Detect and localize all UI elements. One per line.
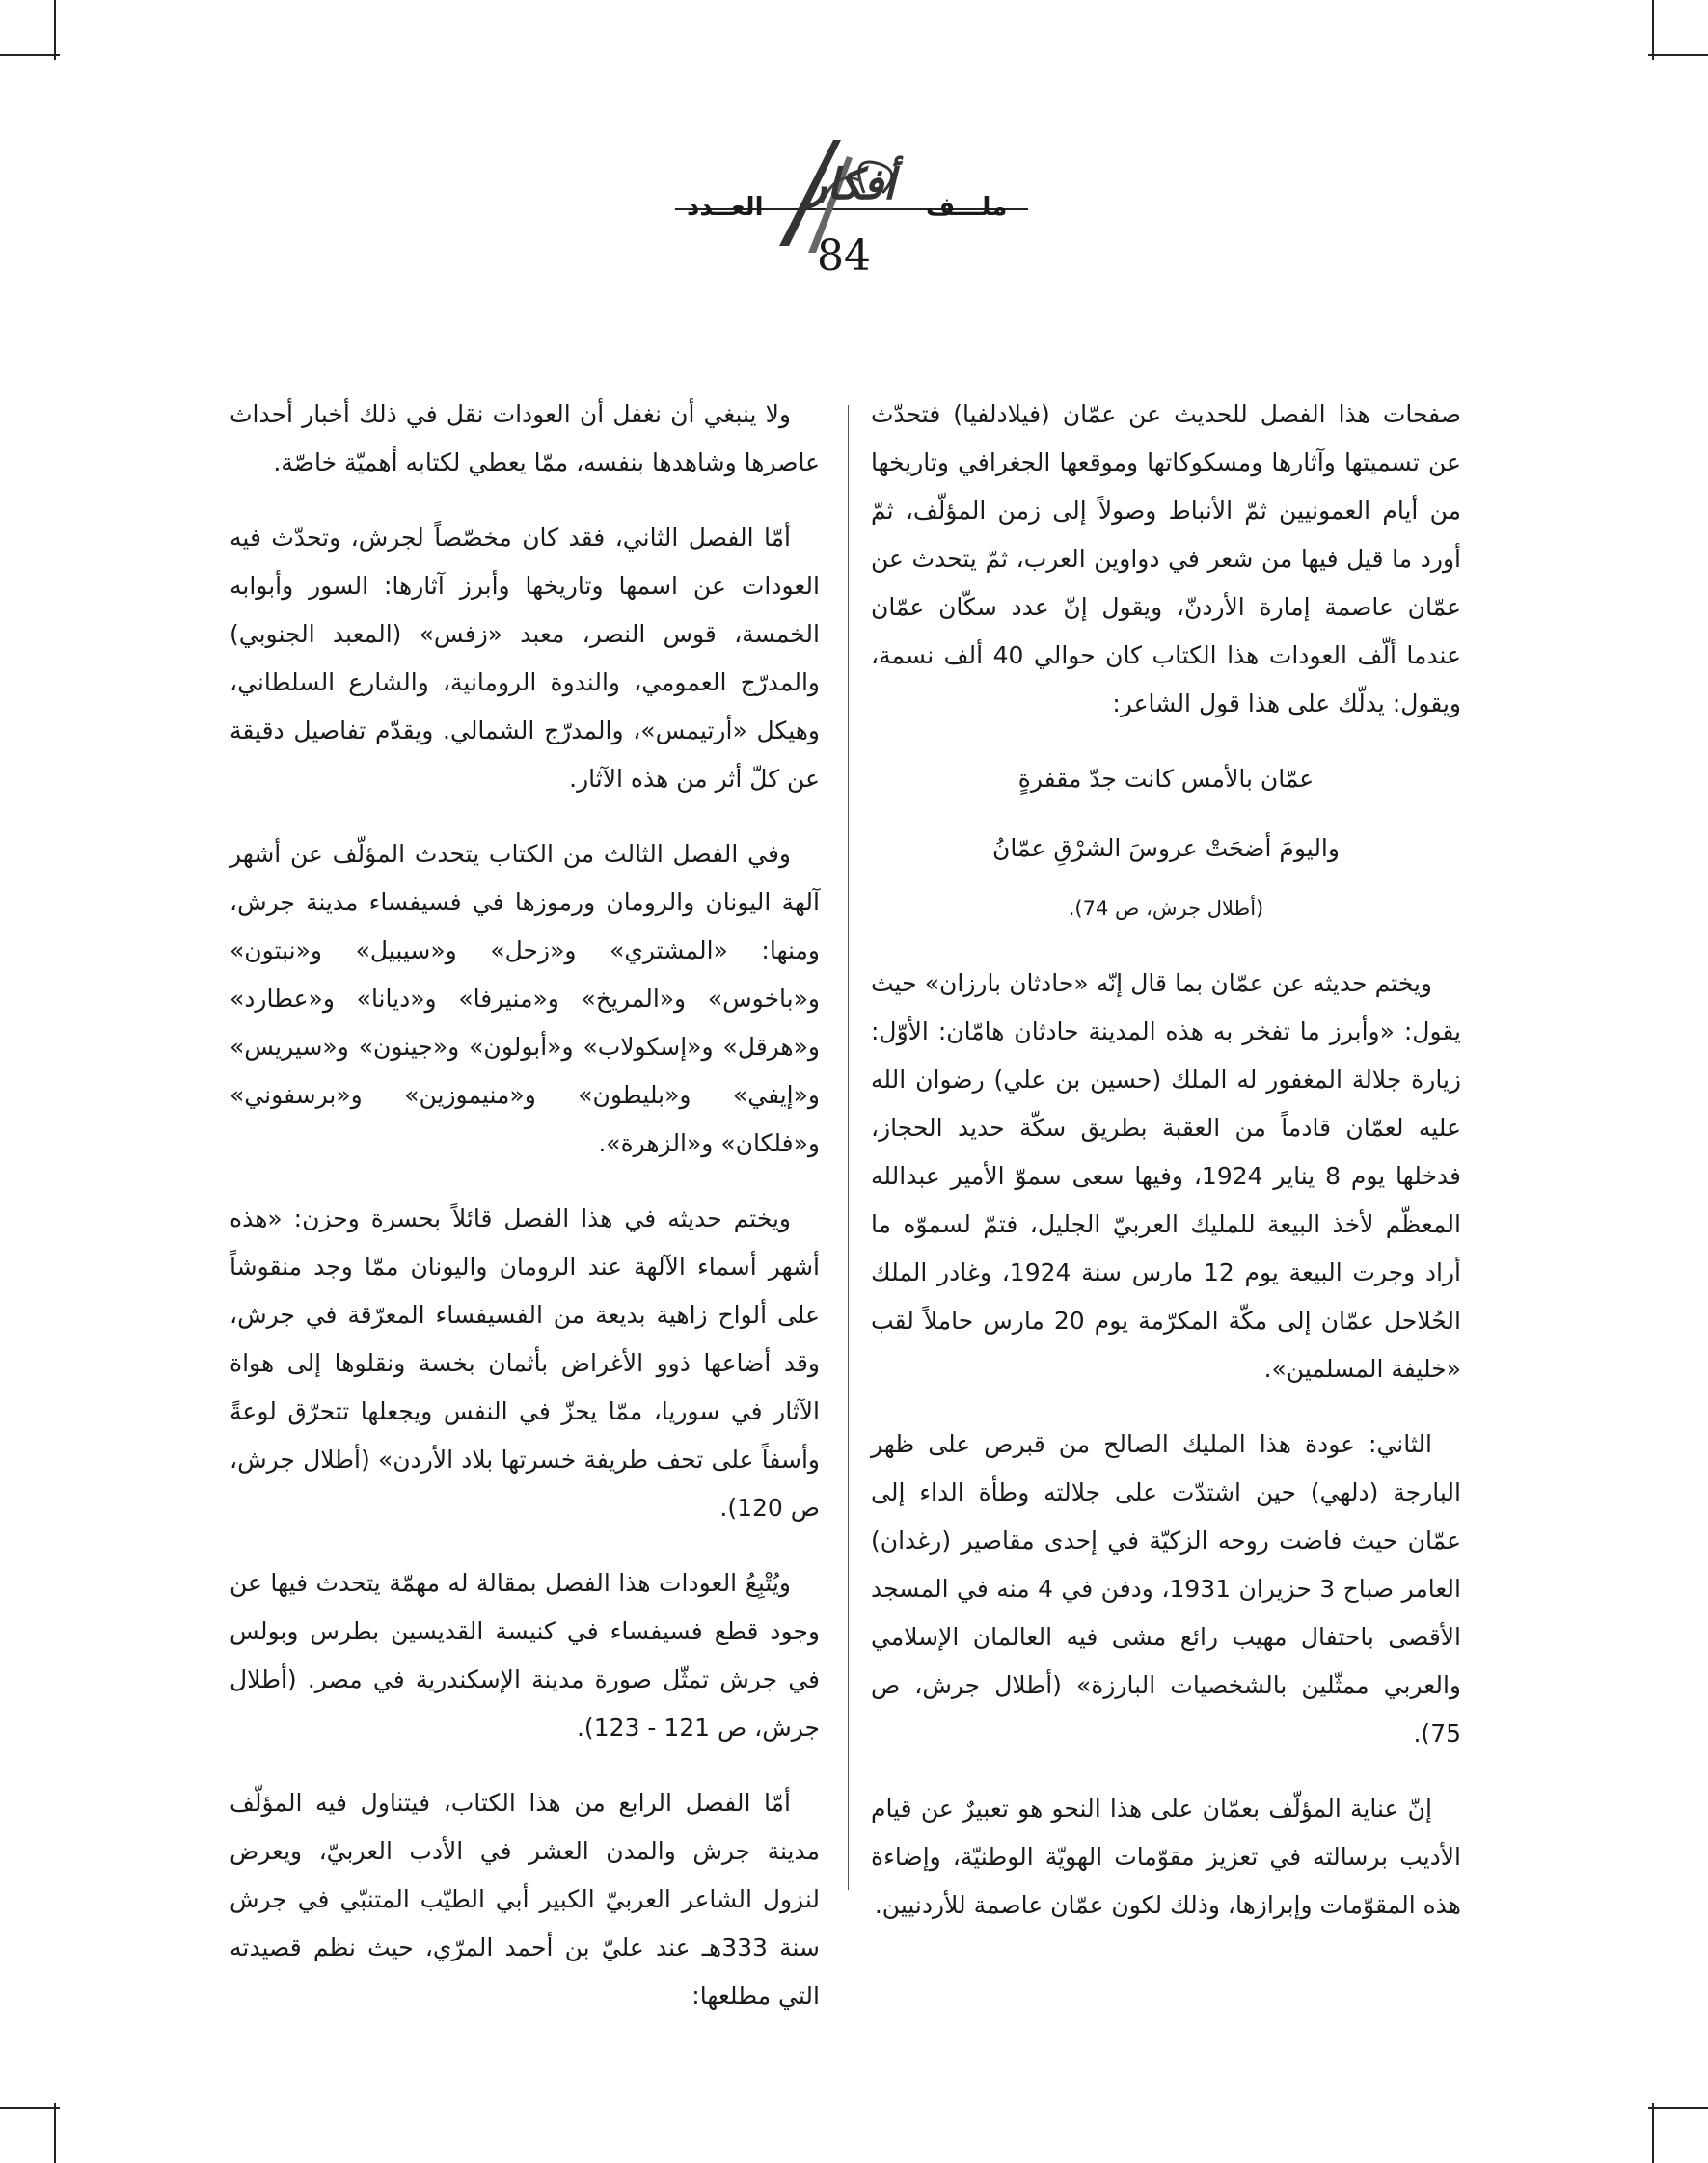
citation: (أطلال جرش، ص 74). (1068, 897, 1264, 920)
page-header (0, 0, 1708, 289)
poem-verse-2: واليومَ أضحَتْ عروسَ الشرْقِ عمّانُ (992, 834, 1340, 862)
crop-mark-bottom-left (54, 2103, 56, 2163)
paragraph: ويختم حديثه في هذا الفصل قائلاً بحسرة وحزن: «هذه أشهر أسماء الآلهة عند الرومان واليونان ممّا وجد منقوشاً على ألواح زاهية بديعة من الفسيفساء المعرّقة في جرش، وقد أضاعها ذوو الأغراض بأثمان بخسة ونقلوها إلى هواة الآثار في سوريا، ممّا يحزّ في النفس ويجعلها تتحرّق لوعةً وأسفاً على تحف طريفة خسرتها بلاد الأردن» (أطلال جرش، ص 120). (230, 1204, 820, 1522)
paragraph: إنّ عناية المؤلّف بعمّان على هذا النحو هو تعبيرٌ عن قيام الأديب برسالته في تعزيز مقوّمات الهويّة الوطنيّة، وإضاءة هذه المقوّمات وإبرازها، وذلك لكون عمّان عاصمة للأردنيين. (871, 1795, 1461, 1919)
paragraph: صفحات هذا الفصل للحديث عن عمّان (فيلادلفيا) فتحدّث عن تسميتها وآثارها ومسكوكاتها وموقعها الجغرافي وتاريخها من أيام العمونيين ثمّ الأنباط وصولاً إلى زمن المؤلّف، ثمّ أورد ما قيل فيها من شعر في دواوين العرب، ثمّ يتحدث عن عمّان عاصمة إمارة الأردنّ، ويقول إنّ عدد سكّان عمّان عندما ألّف العودات هذا الكتاب كان حوالي 40 ألف نسمة، ويقول: يدلّك على هذا قول الشاعر: (871, 400, 1461, 717)
crop-mark-bottom-right-h (1648, 2107, 1708, 2109)
paragraph: أمّا الفصل الرابع من هذا الكتاب، فيتناول فيه المؤلّف مدينة جرش والمدن العشر في الأدب العربيّ، ويعرض لنزول الشاعر العربيّ الكبير أبي الطيّب المتنبّي في جرش سنة 333هـ عند عليّ بن أحمد المرّي، حيث نظم قصيدته التي مطلعها: (230, 1789, 821, 2010)
crop-mark-bottom-left-h (0, 2107, 60, 2109)
column-divider (848, 405, 849, 1890)
left-text-column (230, 391, 820, 2047)
crop-mark-bottom-right (1652, 2103, 1654, 2163)
header-issue-label: العــدد (687, 193, 764, 222)
poem-verse-1: عمّان بالأمس كانت جدّ مقفرةٍ (1017, 765, 1315, 793)
right-text-column (871, 391, 1461, 1957)
paragraph: وفي الفصل الثالث من الكتاب يتحدث المؤلّف عن أشهر آلهة اليونان والرومان ورموزها في فسيفساء مدينة جرش، ومنها: «المشتري» و«زحل» و«سيبيل» و«نبتون» و«باخوس» و«المريخ» و«منيرفا» و«ديانا» و«عطارد» و«هرقل» و«إسكولاب» و«أبولون» و«جينون» و«سيريس» و«إيفي» و«بليطون» و«منيموزين» و«برسفوني» و«فلكان» و«الزهرة». (230, 840, 820, 1157)
paragraph: ويُتْبِعُ العودات هذا الفصل بمقالة له مهمّة يتحدث فيها عن وجود قطع فسيفساء في كنيسة القديسين بطرس وبولس في جرش تمثّل صورة مدينة الإسكندرية في مصر. (أطلال جرش، ص 121 - 123). (230, 1569, 820, 1742)
paragraph: ويختم حديثه عن عمّان بما قال إنّه «حادثان بارزان» حيث يقول: «وأبرز ما تفخر به هذه المدينة حادثان هامّان: الأوّل: زيارة جلالة المغفور له الملك (حسين بن علي) رضوان الله عليه لعمّان قادماً من العقبة بطريق سكّة حديد الحجاز، فدخلها يوم 8 يناير 1924، وفيها سعى سموّ الأمير عبدالله المعظّم لأخذ البيعة للمليك العربيّ الجليل، فتمّ لسموّه ما أراد وجرت البيعة يوم 12 مارس سنة 1924، وغادر الملك الحُلاحل عمّان إلى مكّة المكرّمة يوم 20 مارس حاملاً لقب «خليفة المسلمين». (871, 969, 1461, 1383)
paragraph: أمّا الفصل الثاني، فقد كان مخصّصاً لجرش، وتحدّث فيه العودات عن اسمها وتاريخها وأبرز آثارها: السور وأبوابه الخمسة، قوس النصر، معبد «زفس» (المعبد الجنوبي) والمدرّج العمومي، والندوة الرومانية، والشارع السلطاني، وهيكل «أرتيمس»، والمدرّج الشمالي. ويقدّم تفاصيل دقيقة عن كلّ أثر من هذه الآثار. (230, 524, 820, 793)
page-number: 84 (817, 231, 871, 281)
paragraph: ولا ينبغي أن نغفل أن العودات نقل في ذلك أخبار أحداث عاصرها وشاهدها بنفسه، ممّا يعطي لكتابه أهميّة خاصّة. (230, 400, 820, 476)
paragraph: الثاني: عودة هذا المليك الصالح من قبرص على ظهر البارجة (دلهي) حين اشتدّت على جلالته وطأة الداء إلى عمّان حيث فاضت روحه الزكيّة في إحدى مقاصير (رغدان) العامر صباح 3 حزيران 1931، ودفن في 4 منه في المسجد الأقصى باحتفال مهيب رائع مشى فيه العالمان الإسلامي والعربي ممثّلين بالشخصيات البارزة» (أطلال جرش، ص 75). (871, 1430, 1461, 1747)
header-file-label: ملـــف (926, 193, 1008, 222)
magazine-logo-text: أفكار (805, 160, 896, 209)
